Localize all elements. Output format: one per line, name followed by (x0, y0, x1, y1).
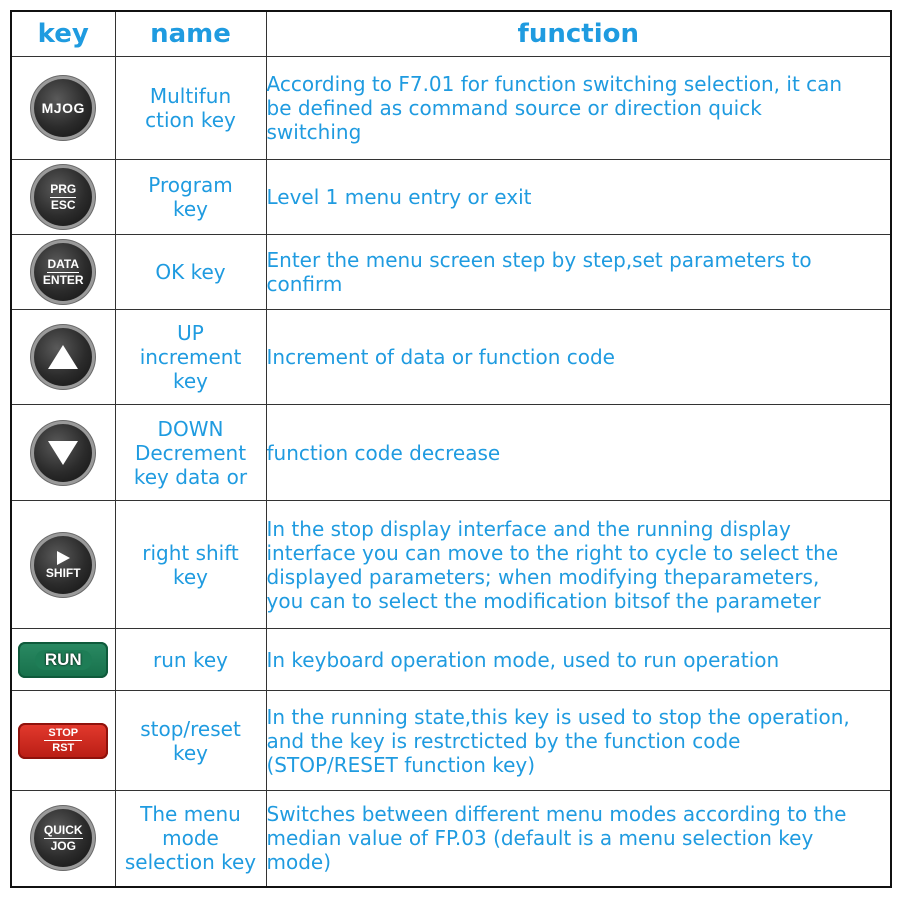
table-row (11, 160, 891, 235)
down-triangle-icon (46, 438, 80, 468)
key-name: The menu mode selection key (115, 791, 266, 887)
key-function: Level 1 menu entry or exit (266, 160, 891, 235)
key-function-table (10, 10, 892, 888)
header-row (11, 11, 891, 57)
key-function: function code decrease (266, 405, 891, 501)
rst-label: RST (52, 742, 75, 754)
key-function: Switches between different menu modes according to the median value of FP.03 (default is a menu selection key mode) (266, 791, 891, 887)
key-name: run key (115, 629, 266, 691)
key-function: Increment of data or function code (266, 310, 891, 405)
mjog-key-label: MJOG (41, 100, 85, 116)
table-row (11, 310, 891, 405)
table-row (11, 791, 891, 887)
data-enter-key-icon (34, 243, 92, 301)
quick-label: QUICK (43, 822, 83, 837)
key-function: In the stop display interface and the running display interface you can move to the right to cycle to select the displayed parameters; when modifying theparameters, you can to select the modification bitsof the parameter (266, 501, 891, 629)
mjog-key-icon (34, 79, 92, 137)
key-name: UP increment key (115, 310, 266, 405)
table-row (11, 629, 891, 691)
header-key: key (11, 11, 115, 57)
data-label: DATA (47, 256, 80, 271)
play-icon (55, 550, 71, 566)
esc-label: ESC (50, 197, 76, 212)
header-function: function (266, 11, 891, 57)
down-key-icon (34, 424, 92, 482)
table-row (11, 405, 891, 501)
table-row (11, 501, 891, 629)
key-function: In keyboard operation mode, used to run operation (266, 629, 891, 691)
run-key-icon (18, 642, 108, 678)
quick-jog-key-icon (34, 809, 92, 867)
key-function: According to F7.01 for function switching selection, it can be defined as command source or direction quick switching (266, 57, 891, 160)
stop-rst-key-icon (18, 723, 108, 759)
run-label: RUN (35, 650, 92, 670)
key-name: Multifun ction key (115, 57, 266, 160)
key-name: OK key (115, 235, 266, 310)
key-name: stop/reset key (115, 691, 266, 791)
key-name: Program key (115, 160, 266, 235)
table-row (11, 57, 891, 160)
prg-esc-key-icon (34, 168, 92, 226)
key-name: DOWN Decrement key data or (115, 405, 266, 501)
prg-label: PRG (50, 181, 77, 196)
table-row (11, 235, 891, 310)
jog-label: JOG (50, 838, 76, 853)
up-key-icon (34, 328, 92, 386)
shift-key-icon (34, 536, 92, 594)
enter-label: ENTER (42, 272, 84, 287)
key-function: Enter the menu screen step by step,set parameters to confirm (266, 235, 891, 310)
key-function: In the running state,this key is used to stop the operation, and the key is restrcticted by the function code (STOP/RESET function key) (266, 691, 891, 791)
header-name: name (115, 11, 266, 57)
shift-label: SHIFT (45, 565, 81, 580)
stop-label: STOP (44, 727, 82, 741)
table-row (11, 691, 891, 791)
key-name: right shift key (115, 501, 266, 629)
up-triangle-icon (46, 342, 80, 372)
